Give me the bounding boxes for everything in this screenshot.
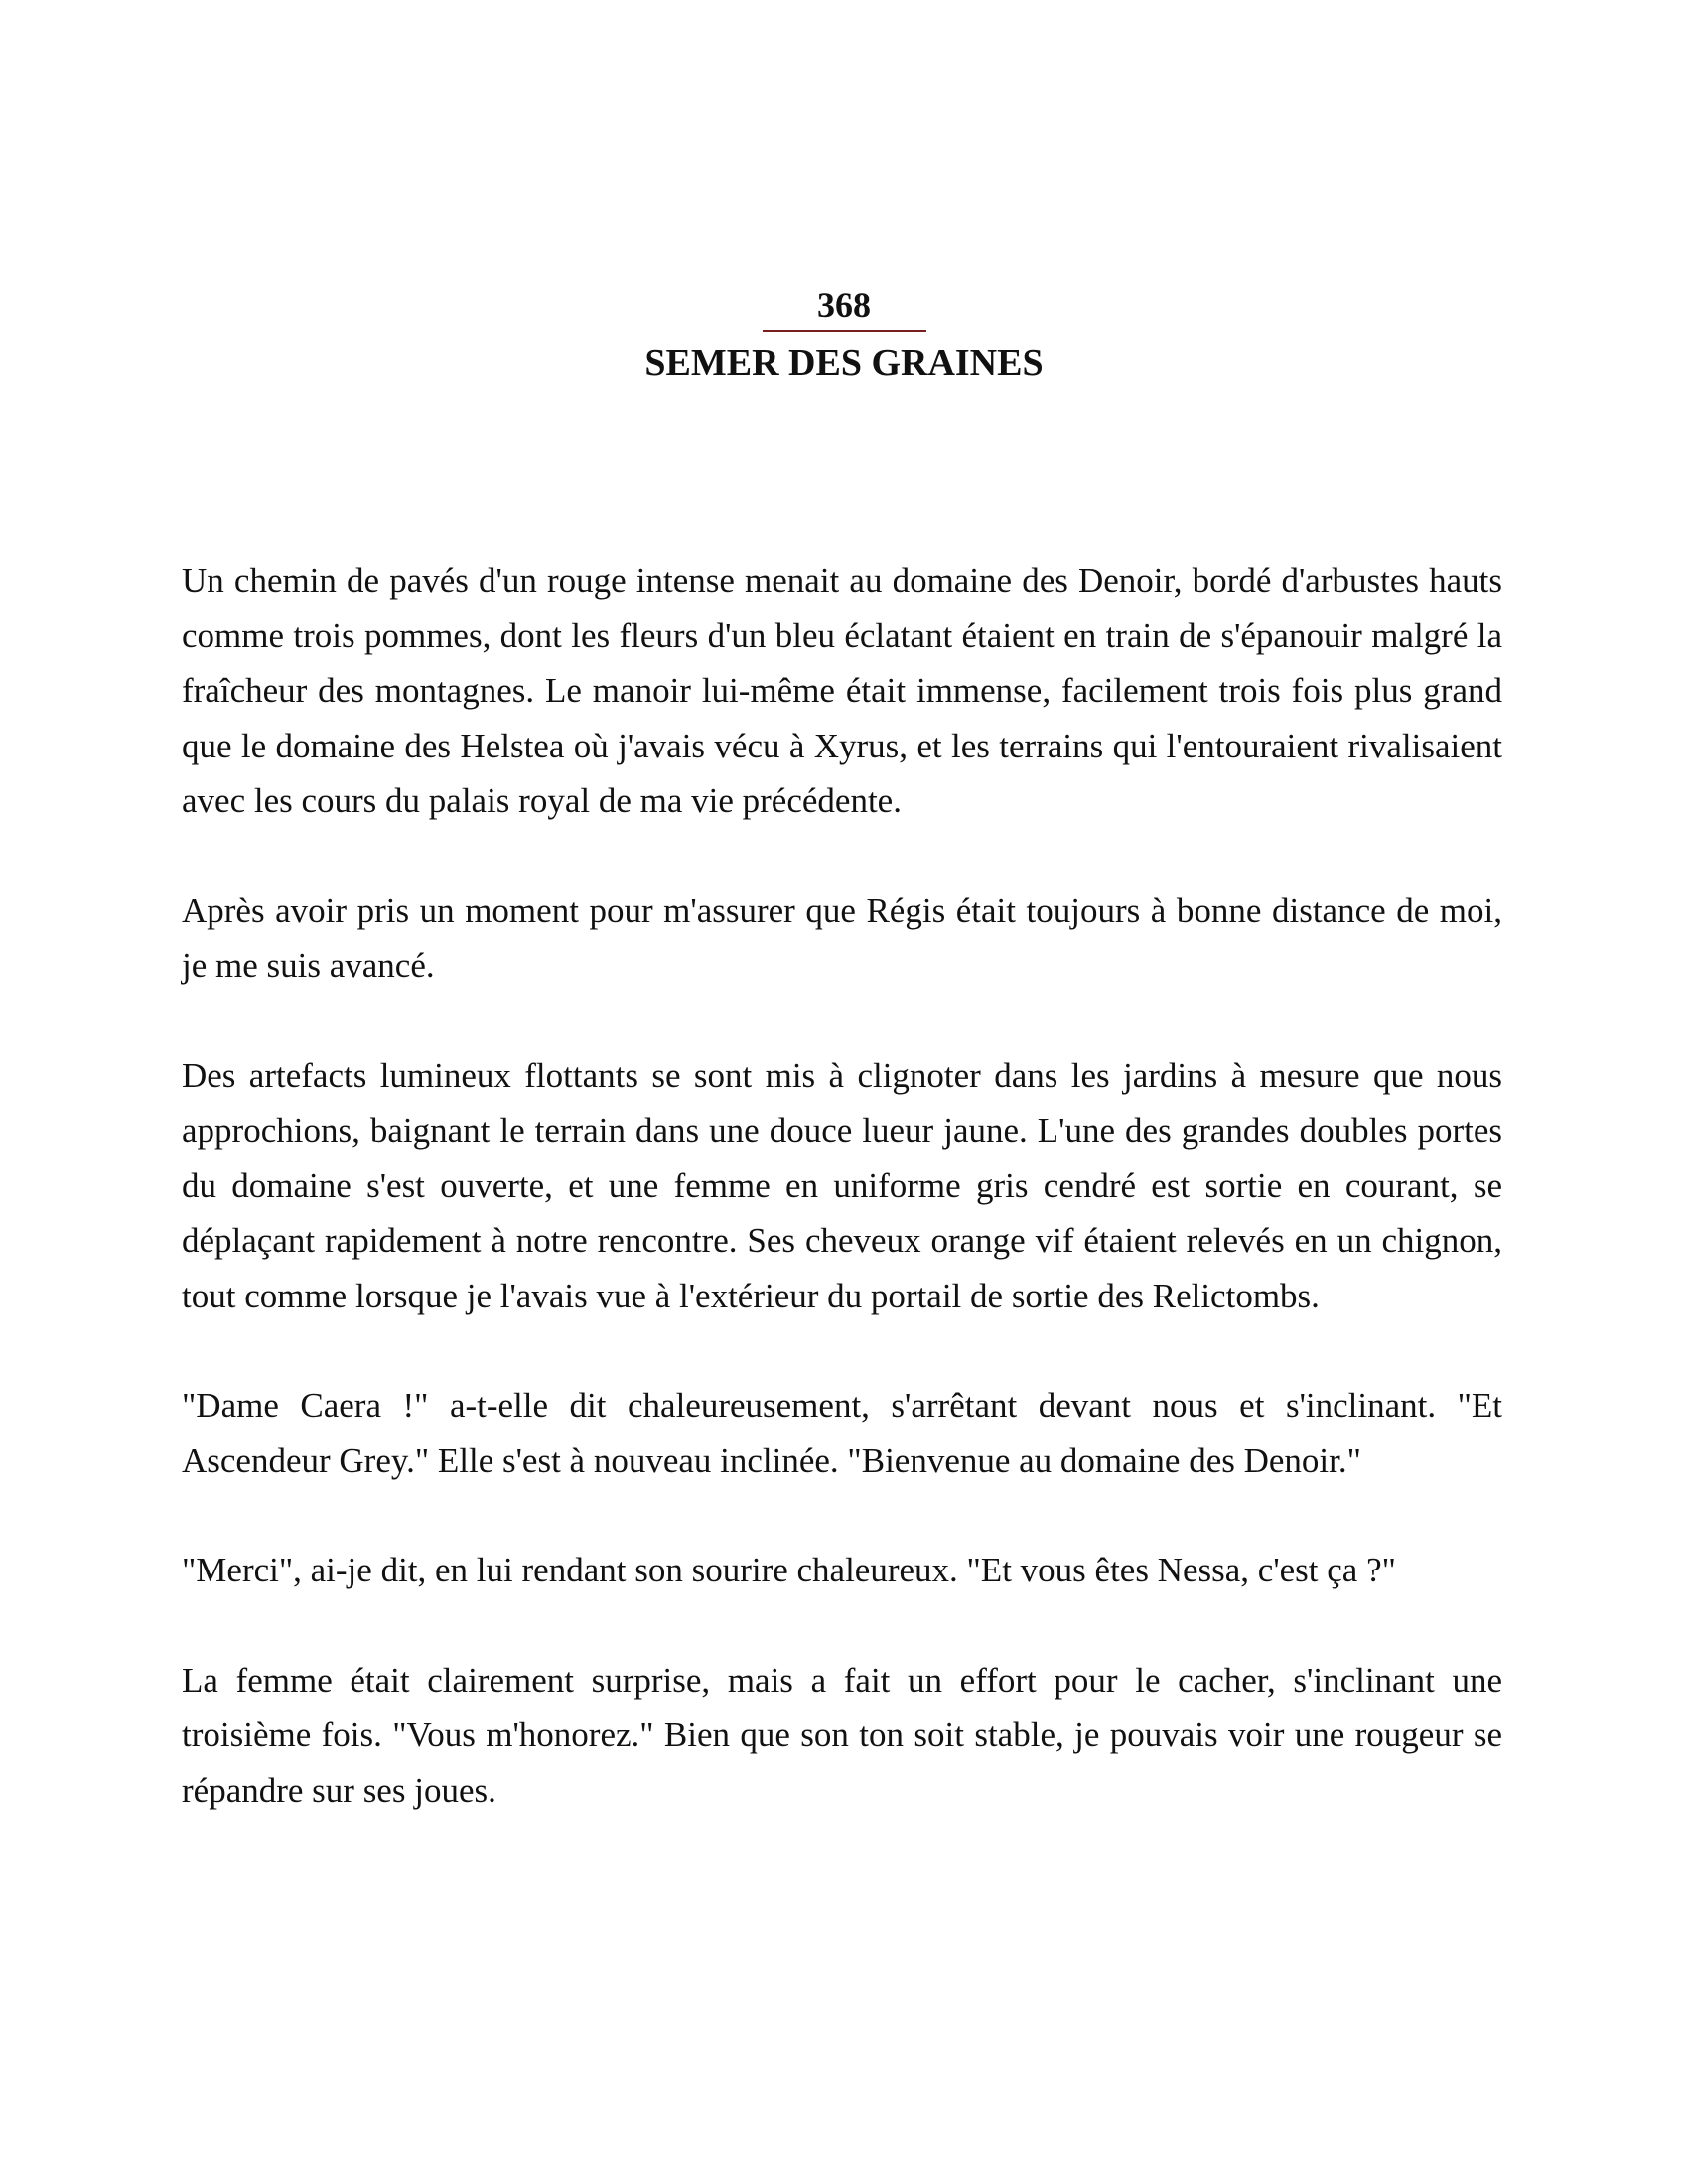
paragraph: "Merci", ai-je dit, en lui rendant son sourire chaleureux. "Et vous êtes Nessa, c'est ça ?"	[182, 1551, 1396, 1589]
chapter-number: 368	[817, 285, 871, 325]
paragraph: Des artefacts lumineux flottants se sont mis à clignoter dans les jardins à mesure que nous approchions, baignant le terrain dans une douce lueur jaune. L'une des grandes doubles portes du domaine s'est ouverte, et une femme en uniforme gris cendré est sortie en courant, se déplaçant rapidement à notre rencontre. Ses cheveux orange vif étaient relevés en un chignon, tout comme lorsque je l'avais vue à l'extérieur du portail de sortie des Relictombs.	[182, 1055, 1502, 1315]
chapter-title: SEMER DES GRAINES	[644, 342, 1044, 384]
paragraph: Après avoir pris un moment pour m'assurer que Régis était toujours à bonne distance de moi, je me suis avancé.	[182, 890, 1502, 985]
paragraph: "Dame Caera !" a-t-elle dit chaleureusement, s'arrêtant devant nous et s'inclinant. "Et Ascendeur Grey." Elle s'est à nouveau inclinée. "Bienvenue au domaine des Denoir."	[182, 1386, 1502, 1480]
chapter-divider	[763, 330, 926, 332]
chapter-header	[0, 280, 1688, 393]
chapter-body	[182, 553, 1502, 1818]
paragraph: Un chemin de pavés d'un rouge intense menait au domaine des Denoir, bordé d'arbustes hauts comme trois pommes, dont les fleurs d'un bleu éclatant étaient en train de s'épanouir malgré la fraîcheur des montagnes. Le manoir lui-même était immense, facilement trois fois plus grand que le domaine des Helstea où j'avais vécu à Xyrus, et les terrains qui l'entouraient rivalisaient avec les cours du palais royal de ma vie précédente.	[182, 561, 1502, 820]
paragraph: La femme était clairement surprise, mais a fait un effort pour le cacher, s'inclinant une troisième fois. "Vous m'honorez." Bien que son ton soit stable, je pouvais voir une rougeur se répandre sur ses joues.	[182, 1660, 1502, 1810]
